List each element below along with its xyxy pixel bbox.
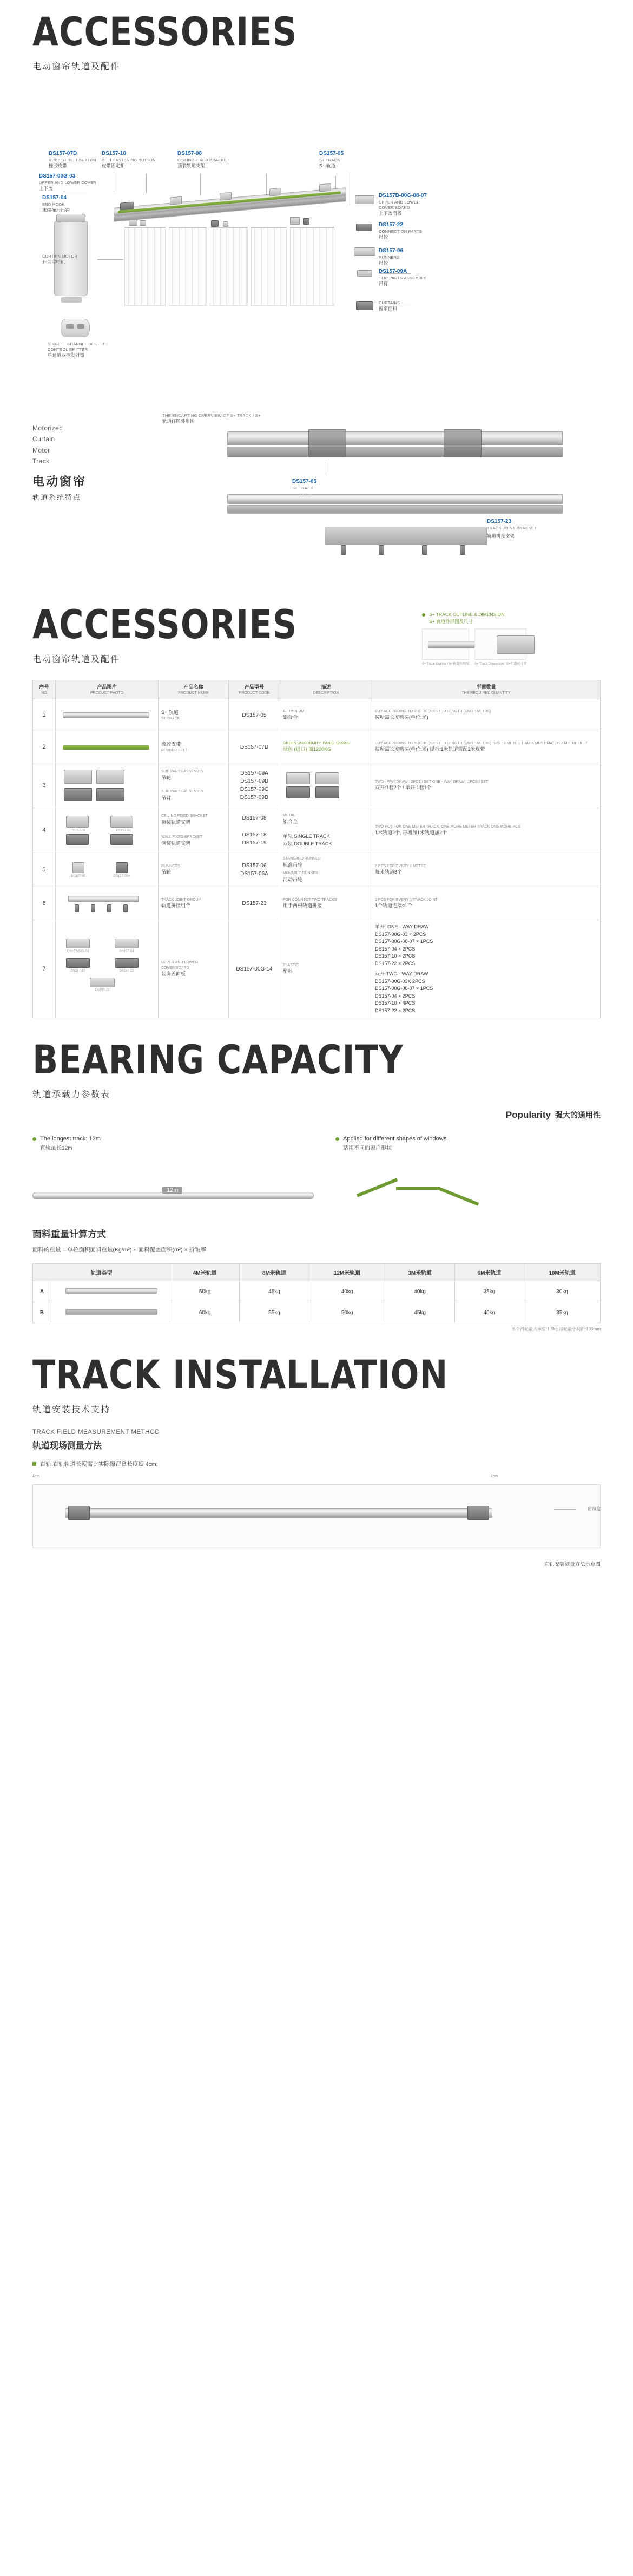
cell-no: 5: [33, 853, 56, 887]
cell-name: CEILING FIXED BRACKET 顶装轨道支架 WALL FIXED BRACKET 侧装轨道支架: [159, 808, 229, 853]
cell-no: 7: [33, 920, 56, 1018]
cell-code: DS157-08 DS157-18 DS157-19: [229, 808, 280, 853]
cell-desc: [280, 763, 372, 808]
bearing-th-type: 轨道类型: [33, 1264, 170, 1281]
bearing-th-1: 8M米轨道: [240, 1264, 309, 1281]
cell-name: RUNNERS 吊轮: [159, 853, 229, 887]
label-feature-ds157-23: DS157-23 TRACK JOINT BRACKET 轨道拼接支架: [487, 519, 537, 539]
th-photo: 产品图片 PRODUCT PHOTO: [56, 680, 159, 699]
table-row: [33, 920, 601, 1018]
label-curtain-motor: CURTAIN MOTOR 开合帘电机: [42, 254, 78, 265]
label-ds157b-00g-08-07: DS157B-00G-08-07 UPPER AND LOWER COVER/BOARD 上下盖面板: [379, 193, 427, 216]
section-accessories-diagram: [0, 0, 633, 395]
qty-line: DS157-22 × 2PCS: [375, 1007, 416, 1013]
bearing-th-2: 12M米轨道: [309, 1264, 385, 1281]
page-subtitle: 电动窗帘轨道及配件: [32, 62, 121, 71]
bearing-cell: 45kg: [385, 1302, 454, 1323]
qty-line: DS157-04 × 2PCS: [375, 993, 416, 999]
bearing-cell: 30kg: [524, 1281, 601, 1302]
feature-caption-cn: 轨道详图外形图: [162, 418, 195, 424]
qty-line: DS157-10 × 4PCS: [375, 1000, 416, 1006]
table-header-row: [33, 680, 601, 699]
th-code: 产品型号 PRODUCT CODE: [229, 680, 280, 699]
bearing-table: [32, 1263, 601, 1323]
cell-no: 6: [33, 887, 56, 920]
cell-photo: DS157-00G-03 DS157-04 DS157-10 DS157-22 DS157-23: [56, 920, 159, 1018]
label-ds157-05: DS157-05 S+ TRACK S+ 轨道: [319, 150, 344, 168]
bearing-cell: 35kg: [524, 1302, 601, 1323]
table-row: [33, 887, 601, 920]
popularity-heading: Popularity 强大的通用性: [505, 1110, 601, 1120]
cell-photo: DS157-06 DS157-06A: [56, 853, 159, 887]
bearing-note: 单个滑轮最大承重:1.5kg 吊轮最小间距:100mm: [511, 1327, 601, 1332]
th-qty: 所需数量 THE REQUIRED QUANTITY: [372, 680, 601, 699]
label-ds157-22: DS157-22 CONNECTION PARTS 吊轮: [379, 222, 423, 240]
cell-qty: BUY ACCORDING TO THE REQUESTED LENGTH (UNIT : METRE) 按所需长度购买(单位:米): [372, 699, 601, 731]
diagram-footnote: 直轨安装测量方法示意图: [544, 1562, 601, 1568]
label-feature-ds157-05: DS157-05 S+ TRACK: [292, 479, 317, 490]
cell-photo: [56, 887, 159, 920]
cell-name: SLIP PARTS ASSEMBLY 吊轮 SLIP PARTS ASSEMBLY 吊臂: [159, 763, 229, 808]
cell-no: 2: [33, 731, 56, 763]
label-ds157-09a: DS157-09A SLIP PARTS ASSEMBLY 吊臂: [379, 268, 426, 286]
cell-qty: 1 PCS FOR EVERY 1 TRACK JOINT 1个轨道连接я1个: [372, 887, 601, 920]
bearing-row-image: [51, 1281, 170, 1302]
bearing-bullet-left: The longest track: 12m 直轨最长12m: [32, 1135, 101, 1153]
cell-code: DS157-00G-14: [229, 920, 280, 1018]
track-length-illustration: [32, 1184, 601, 1208]
cell-name: S+ 轨道 S+ TRACK: [159, 699, 229, 731]
bearing-row-label: B: [33, 1302, 51, 1323]
table-row: [33, 731, 601, 763]
bearing-th-0: 4M米轨道: [170, 1264, 240, 1281]
qty-line: DS157-00G-03X 2PCS: [375, 978, 425, 984]
outline-line1: S+ TRACK OUTLINE & DIMENSION: [429, 612, 505, 617]
measurement-method-cn: 轨道现场测量方法: [32, 1441, 102, 1451]
qty-line: 双开 TWO - WAY DRAW: [375, 971, 428, 977]
cell-code: DS157-09A DS157-09B DS157-09C DS157-09D: [229, 763, 280, 808]
qty-line: DS157-00G-03 × 2PCS: [375, 931, 426, 937]
feature-en-3: Motor: [32, 446, 50, 454]
cell-desc: FOR CONNECT TWO TRACKS 用于两根轨道拼接: [280, 887, 372, 920]
tick-left: 4cm: [32, 1474, 40, 1479]
accessories-table-subtitle: 电动窗帘轨道及配件: [32, 655, 121, 664]
qty-line: DS157-04 × 2PCS: [375, 946, 416, 952]
label-curtains: CURTAINS 窗帘面料: [379, 300, 400, 312]
cell-photo: DS157-08 DS157-08: [56, 808, 159, 853]
cell-qty: 8 PCS FOR EVERY 1 METRE 每米轨道8个: [372, 853, 601, 887]
bearing-title: BEARING CAPACITY: [32, 1037, 404, 1084]
th-name: 产品名称 PRODUCT NAME: [159, 680, 229, 699]
feature-caption-en: THE ENCAPTING OVERVIEW OF S+ TRACK / S+: [162, 413, 261, 418]
track-detail-diagram: [162, 413, 601, 586]
label-ds157-04: DS157-04 END HOOK 末端撞珩吊钩: [42, 195, 70, 213]
section-accessories-table: [0, 586, 633, 1018]
qty-line: DS157-10 × 2PCS: [375, 953, 416, 959]
cell-desc: GREEN UNIFORMITY, PANEL 1200KG 绿色 (进口) 面1200KG: [280, 731, 372, 763]
feature-en-1: Motorized: [32, 424, 63, 432]
track-dimension-image: [474, 628, 526, 660]
feature-en-2: Curtain: [32, 435, 55, 443]
page-title: ACCESSORIES: [32, 8, 298, 55]
bearing-cell: 40kg: [309, 1281, 385, 1302]
outline-caption-2: S+ Track Dimension / S+轨道尺寸图: [474, 662, 527, 666]
measurement-diagram: [32, 1474, 601, 1556]
bearing-row-image: [51, 1302, 170, 1323]
cell-no: 1: [33, 699, 56, 731]
outline-caption-1: S+ Track Outline / S+轨道外形图: [422, 662, 470, 666]
bearing-cell: 55kg: [240, 1302, 309, 1323]
label-ds157-10: DS157-10 BELT FASTENING BUTTON 皮带固定扣: [102, 150, 156, 168]
cell-photo: [56, 699, 159, 731]
table-row: [33, 853, 601, 887]
bearing-cell: 60kg: [170, 1302, 240, 1323]
bearing-row-label: A: [33, 1281, 51, 1302]
curtain-box-label: 窗帘盒: [588, 1506, 601, 1512]
feature-en-4: Track: [32, 457, 50, 466]
outline-line2: S+ 轨道外形图及尺寸: [429, 618, 473, 624]
cell-name: 橡胶皮带 RUBBER BELT: [159, 731, 229, 763]
bearing-bullet-right: Applied for different shapes of windows 适用不同的窗户形状: [335, 1135, 446, 1153]
section-track-installation: [0, 1332, 633, 1589]
table-row: [33, 763, 601, 808]
track-length-label: 12m: [162, 1187, 182, 1194]
bearing-th-4: 6M米轨道: [454, 1264, 524, 1281]
label-ds157-07d: DS157-07D RUBBER BELT BUTTON 橡胶皮带: [49, 150, 96, 168]
bearing-cell: 40kg: [385, 1281, 454, 1302]
cell-desc: METAL 铝合金 单轨 SINGLE TRACK 双轨 DOUBLE TRACK: [280, 808, 372, 853]
label-remote-emitter: SINGLE - CHANNEL DOUBLE - CONTROL EMITTER 单通道双控发射器: [48, 342, 109, 358]
bearing-cell: 40kg: [454, 1302, 524, 1323]
bearing-cell: 35kg: [454, 1281, 524, 1302]
cell-desc: STANDARD RUNNER 标准吊轮 MOVABLE RUNNER 活动吊轮: [280, 853, 372, 887]
accessories-table-title: ACCESSORIES: [32, 601, 298, 648]
cell-no: 3: [33, 763, 56, 808]
bearing-cell: 50kg: [309, 1302, 385, 1323]
cell-no: 4: [33, 808, 56, 853]
qty-line: DS157-22 × 2PCS: [375, 960, 416, 966]
accessories-exploded-diagram: [32, 91, 601, 395]
cell-photo: [56, 731, 159, 763]
table-row: [33, 808, 601, 853]
calc-title: 面料重量计算方式: [32, 1229, 106, 1240]
feature-cn-title: 电动窗帘: [32, 474, 87, 488]
cell-qty: TWO - WAY DRAW : 2PCS / SET ONE - WAY DRAW : 1PCS / SET 双开:1套2个 / 单开:1套1个: [372, 763, 601, 808]
track-outline-image: [422, 628, 469, 660]
bearing-th-5: 10M米轨道: [524, 1264, 601, 1281]
cell-photo: [56, 763, 159, 808]
th-no: 序号 NO: [33, 680, 56, 699]
th-desc: 描述 DESCRIPTION: [280, 680, 372, 699]
cell-qty: 单开: ONE - WAY DRAW DS157-00G-03 × 2PCS DS157-00G-08-07 × 1PCS DS157-04 × 2PCS DS157-10 × 2PCS DS157-22 × 2PCS 双开 TWO - WAY DRAW DS157-00G-03X 2PCS DS157-00G-08-07 × 1PCS DS157-04 × 2PCS DS157-10 × 4PCS DS157-22 × 2PCS: [372, 920, 601, 1018]
install-title: TRACK INSTALLATION: [32, 1352, 449, 1399]
cell-code: DS157-23: [229, 887, 280, 920]
cell-qty: TWO PCS FOR ONE METER TRACK, ONE MORE METER TRACK ONE MORE PCS 1米轨道2个, 每增加1米轨道加2个: [372, 808, 601, 853]
bearing-cell: 50kg: [170, 1281, 240, 1302]
bearing-row: [33, 1281, 601, 1302]
cell-code: DS157-06 DS157-06A: [229, 853, 280, 887]
cell-code: DS157-05: [229, 699, 280, 731]
bearing-subtitle: 轨道承载力参数表: [32, 1090, 111, 1100]
label-ds157-06: DS157-06 RUNNERS 吊轮: [379, 248, 404, 266]
bearing-th-3: 3M米轨道: [385, 1264, 454, 1281]
bearing-header-row: [33, 1264, 601, 1281]
label-ds157-00g-03: DS157-00G-03 UPPER AND LOWER COVER 上下盖: [39, 173, 96, 191]
cell-desc: ALUMINIUM 铝合金: [280, 699, 372, 731]
table-row: [33, 699, 601, 731]
cell-name: UPPER AND LOWER COVER/BOARD 装饰盖面板: [159, 920, 229, 1018]
measurement-method-en: TRACK FIELD MEASUREMENT METHOD: [32, 1429, 160, 1436]
cell-qty: BUY ACCORDING TO THE REQUESTED LENGTH (UNIT : METRE) TIPS : 1 METRE TRACK MUST MATCH 2 METRE BELT 按所需长度购买(单位:米) 提示:1米轨道需配2米皮带: [372, 731, 601, 763]
accessories-table: [32, 680, 601, 1018]
section-motorized-track-feature: [0, 395, 633, 586]
install-subtitle: 轨道安装技术支持: [32, 1405, 111, 1415]
section-bearing-capacity: [0, 1018, 633, 1332]
feature-text-block: [32, 413, 146, 586]
measurement-note: 直轨:直轨轨道长度需比实际窗帘盒长度短 4cm;: [32, 1460, 601, 1468]
tick-right: 4cm: [490, 1474, 498, 1479]
cell-code: DS157-07D: [229, 731, 280, 763]
calc-text: 面料的重量 = 单位面积面料重量(Kg/m²) × 面料覆盖面积(m²) × 折皱率: [32, 1247, 207, 1254]
feature-cn-subtitle: 轨道系统特点: [32, 493, 82, 501]
label-ds157-08: DS157-08 CEILING FIXED BRACKET 顶装轨道支架: [177, 150, 229, 168]
cell-name: TRACK JOINT GROUP 轨道拼接组合: [159, 887, 229, 920]
track-outline-box: [422, 611, 601, 666]
cell-desc: PLASTIC 塑料: [280, 920, 372, 1018]
bearing-row: [33, 1302, 601, 1323]
qty-line: DS157-00G-08-07 × 1PCS: [375, 939, 433, 945]
qty-line: DS157-00G-08-07 × 1PCS: [375, 986, 433, 992]
bearing-cell: 45kg: [240, 1281, 309, 1302]
